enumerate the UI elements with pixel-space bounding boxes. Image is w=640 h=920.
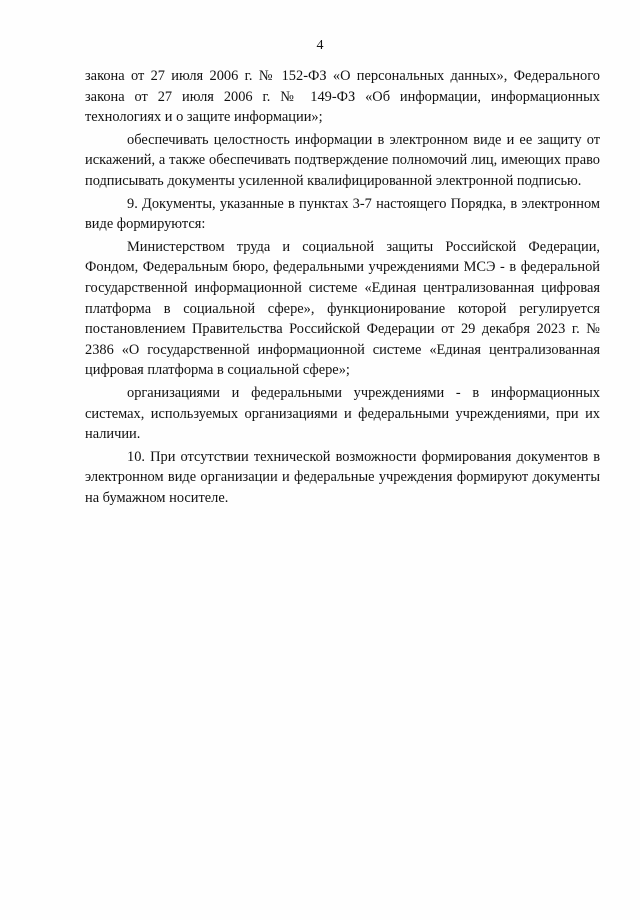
paragraph-ministry: Министерством труда и социальной защиты Российской Федерации, Фондом, Федеральным бюро, федеральными учреждениями МСЭ - в федеральной государственной информационной системе «Единая централизованная цифровая платформа в социальной сфере», функционирование которой регулируется постановлением Правительства Российской Федерации от 29 декабря 2023 г. № 2386 «О государственной информационной системе «Единая централизованная цифровая платформа в социальной сфере»; — [85, 238, 600, 379]
paragraph-continuation: закона от 27 июля 2006 г. № 152-ФЗ «О персональных данных», Федерального закона от 27 июля 2006 г. № 149-ФЗ «Об информации, информационных технологиях и о защите информации»; — [85, 68, 600, 126]
paragraph-item-10: 10. При отсутствии технической возможности формирования документов в электронном виде организации и федеральные учреждения формируют документы на бумажном носителе. — [85, 448, 600, 506]
page-number: 4 — [316, 38, 324, 53]
paragraph-integrity: обеспечивать целостность информации в электронном виде и ее защиту от искажений, а также обеспечивать подтверждение полномочий лиц, имеющих право подписывать документы усиленной квалифицированной электронной подписью. — [85, 131, 600, 189]
paragraph-organizations: организациями и федеральными учреждениями - в информационных системах, используемых организациями и федеральными учреждениями, при их наличии. — [85, 384, 600, 443]
document-body — [85, 66, 600, 508]
paragraph-item-9: 9. Документы, указанные в пунктах 3-7 настоящего Порядка, в электронном виде формируются: — [85, 195, 600, 233]
